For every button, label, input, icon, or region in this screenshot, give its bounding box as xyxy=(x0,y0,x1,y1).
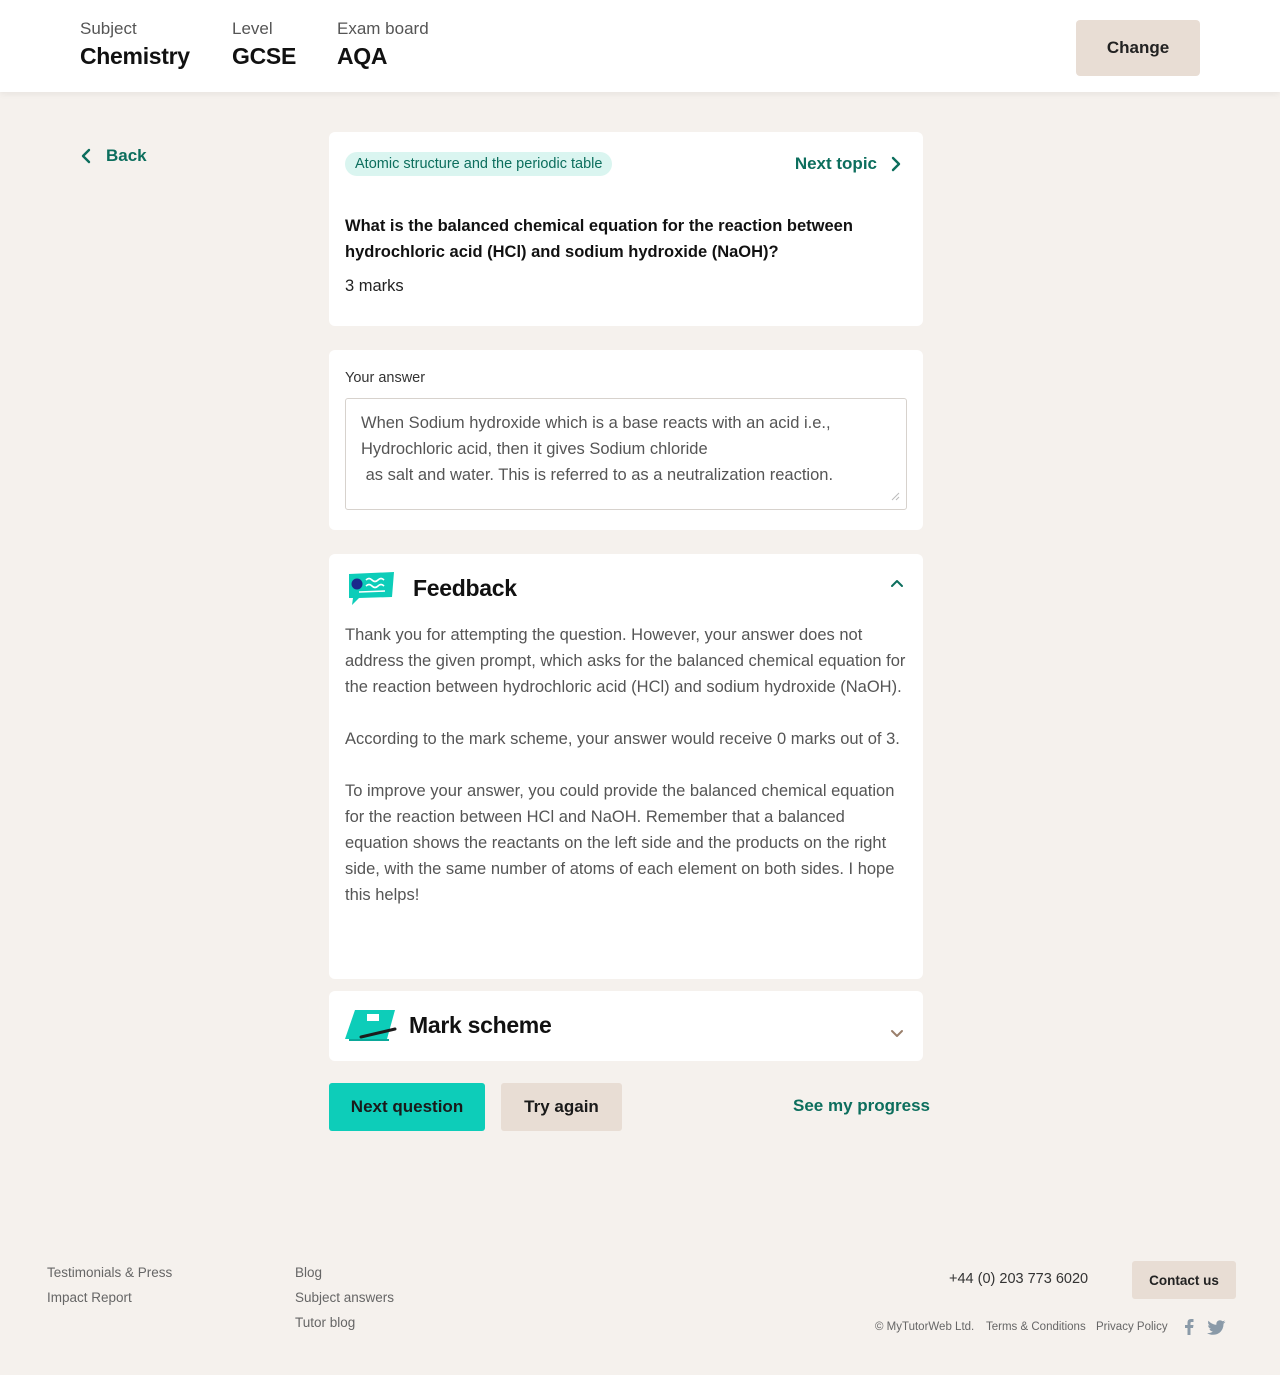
notebook-pen-icon xyxy=(345,1007,397,1043)
next-topic-link[interactable] xyxy=(795,152,901,176)
mark-scheme-card[interactable] xyxy=(329,991,923,1061)
contact-us-button[interactable]: Contact us xyxy=(1132,1261,1236,1299)
feedback-paragraph: Thank you for attempting the question. However, your answer does not address the given prompt, which asks for the balanced chemical equation for the reaction between hydrochloric acid (HCl) and sodium hydroxide (NaOH). xyxy=(345,626,906,696)
chevron-up-icon[interactable] xyxy=(890,578,904,588)
answer-label: Your answer xyxy=(345,370,426,386)
feedback-header[interactable] xyxy=(345,569,517,607)
copyright: © MyTutorWeb Ltd. xyxy=(875,1321,975,1333)
feedback-paragraph: According to the mark scheme, your answer would receive 0 marks out of 3. xyxy=(345,730,900,748)
privacy-link[interactable]: Privacy Policy xyxy=(1096,1321,1168,1333)
exam-board-value: AQA xyxy=(337,43,388,69)
footer-link-blog[interactable]: Blog xyxy=(295,1265,323,1280)
facebook-icon[interactable] xyxy=(1183,1318,1195,1336)
answer-textarea[interactable]: When Sodium hydroxide which is a base reacts with an acid i.e., Hydrochloric acid, then it gives Sodium chloride as salt and water. This is referred to as a neutralization reaction. xyxy=(345,398,907,510)
chevron-down-icon[interactable] xyxy=(890,1029,904,1039)
mark-scheme-header[interactable] xyxy=(345,1007,551,1043)
level-field xyxy=(232,19,296,71)
speech-bubble-icon xyxy=(345,570,395,606)
footer-link-impact-report[interactable]: Impact Report xyxy=(47,1290,132,1305)
question-marks: 3 marks xyxy=(345,277,404,295)
subject-value: Chemistry xyxy=(80,43,190,69)
answer-card xyxy=(329,350,923,530)
exam-board-label: Exam board xyxy=(337,19,429,38)
resize-grip-icon[interactable] xyxy=(891,492,900,501)
twitter-icon[interactable] xyxy=(1207,1320,1226,1335)
chevron-right-icon xyxy=(891,156,901,172)
phone-number[interactable]: +44 (0) 203 773 6020 xyxy=(949,1271,1089,1287)
question-text: What is the balanced chemical equation for the reaction between hydrochloric acid (HCl) and sodium hydroxide (NaOH)? xyxy=(345,217,853,261)
next-question-button[interactable]: Next question xyxy=(329,1083,485,1131)
topic-tag: Atomic structure and the periodic table xyxy=(345,152,612,176)
feedback-card xyxy=(329,554,923,979)
back-label: Back xyxy=(106,146,147,165)
change-button[interactable]: Change xyxy=(1076,20,1200,76)
level-value: GCSE xyxy=(232,43,296,69)
feedback-title: Feedback xyxy=(413,574,517,601)
level-label: Level xyxy=(232,19,273,38)
back-link[interactable] xyxy=(80,144,147,168)
chevron-left-icon xyxy=(80,148,92,164)
feedback-body xyxy=(345,622,911,934)
try-again-button[interactable]: Try again xyxy=(501,1083,622,1131)
question-card xyxy=(329,132,923,326)
exam-board-field xyxy=(337,19,429,71)
footer-link-tutor-blog[interactable]: Tutor blog xyxy=(295,1315,356,1330)
top-bar xyxy=(0,0,1280,92)
feedback-paragraph: To improve your answer, you could provide the balanced chemical equation for the reaction between HCl and NaOH. Remember that a balanced equation shows the reactants on the left side and the products on the right side, with the same number of atoms of each element on both sides. I hope this helps! xyxy=(345,782,895,904)
subject-label: Subject xyxy=(80,19,137,38)
next-topic-label: Next topic xyxy=(794,154,877,173)
mark-scheme-title: Mark scheme xyxy=(409,1011,552,1038)
terms-link[interactable]: Terms & Conditions xyxy=(986,1321,1086,1333)
subject-field xyxy=(80,19,190,71)
footer-link-testimonials[interactable]: Testimonials & Press xyxy=(47,1265,173,1280)
footer-link-subject-answers[interactable]: Subject answers xyxy=(295,1290,395,1305)
see-progress-link[interactable]: See my progress xyxy=(793,1096,931,1115)
